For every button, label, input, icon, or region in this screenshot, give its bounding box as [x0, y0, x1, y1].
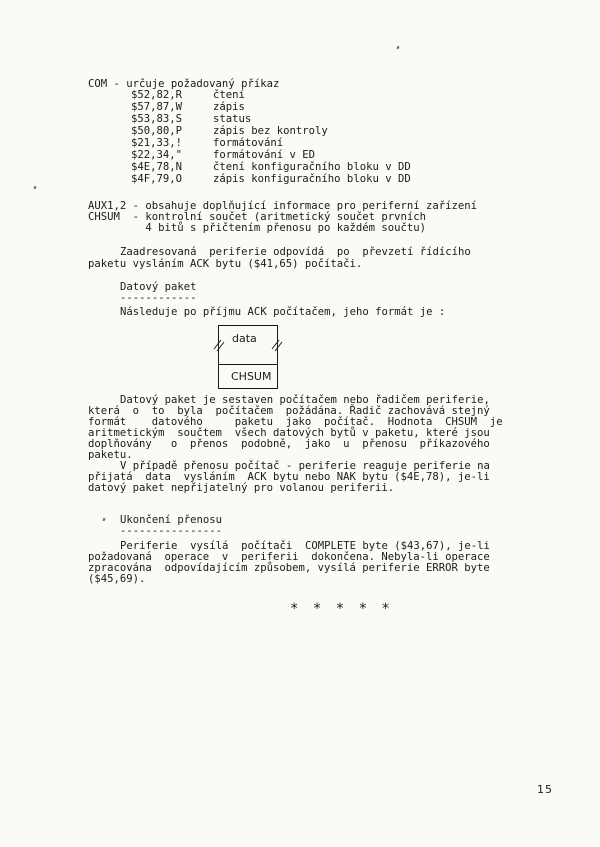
- paragraph-line: ($45,69).: [88, 573, 146, 585]
- command-desc: čtení konfiguračního bloku v DD: [213, 161, 411, 173]
- command-code: $57,87,W: [131, 101, 183, 113]
- aux-line: 4 bitů s přičtením přenosu po každém součtu): [88, 222, 427, 234]
- packet-format-diagram: [218, 325, 278, 389]
- command-code: $4E,78,N: [131, 161, 183, 173]
- command-code: $4F,79,O: [131, 173, 183, 185]
- command-code: $21,33,!: [131, 137, 183, 149]
- paragraph-line: Datový paket je sestaven počítačem nebo řadičem periferie,: [120, 394, 490, 406]
- com-header: COM - určuje požadovaný příkaz: [88, 78, 280, 90]
- heading-underline: ----------------: [120, 525, 223, 537]
- command-code: $50,80,P: [131, 125, 183, 137]
- paragraph-line: Zaadresovaná periferie odpovídá po převzetí řídícího: [120, 246, 471, 258]
- packet-intro: Následuje po příjmu ACK počítačem, jeho formát je :: [120, 306, 446, 318]
- paragraph-line: která o to byla počítačem požádána. Řadič zachovává stejný: [88, 405, 490, 417]
- command-code: $53,83,S: [131, 113, 183, 125]
- paragraph-line: požadovaná operace v periferii dokončena. Nebyla-li operace: [88, 551, 490, 563]
- section-heading: Datový paket: [120, 281, 197, 293]
- paragraph-line: paketu vysláním ACK bytu ($41,65) počítači.: [88, 258, 363, 270]
- paragraph-line: zpracována odpovídajícím způsobem, vysílá periferie ERROR byte: [88, 562, 490, 574]
- paragraph-line: aritmetickým součtem všech datových bytů v paketu, které jsou: [88, 427, 490, 439]
- command-desc: zápis konfiguračního bloku v DD: [213, 173, 411, 185]
- command-desc: formátování v ED: [213, 149, 316, 161]
- command-code: $52,82,R: [131, 89, 183, 101]
- paragraph-line: datový paket nepřijatelný pro volanou periferii.: [88, 482, 395, 494]
- scan-mark: [102, 518, 105, 522]
- break-marks: [212, 337, 284, 377]
- aux-line: CHSUM - kontrolní součet (aritmetický součet prvních: [88, 211, 427, 223]
- command-desc: čtení: [213, 89, 245, 101]
- page-number: 15: [537, 783, 553, 796]
- scan-mark: [33, 186, 36, 190]
- section-separator-stars: * * * * *: [290, 601, 393, 617]
- paragraph-line: Periferie vysílá počítači COMPLETE byte ($43,67), je-li: [120, 540, 490, 552]
- aux-line: AUX1,2 - obsahuje doplňující informace pro periferní zařízení: [88, 200, 478, 212]
- section-heading: Ukončení přenosu: [120, 514, 223, 526]
- paragraph-line: přijatá data vysláním ACK bytu nebo NAK bytu ($4E,78), je-li: [88, 471, 490, 483]
- paragraph-line: formát datového paketu jako počítač. Hodnota CHSUM je: [88, 416, 503, 428]
- data-field-label: data: [232, 332, 257, 345]
- command-desc: zápis bez kontroly: [213, 125, 328, 137]
- chsum-field-label: CHSUM: [231, 370, 272, 383]
- command-desc: status: [213, 113, 252, 125]
- scan-mark: [396, 46, 399, 50]
- command-code: $22,34,": [131, 149, 183, 161]
- paragraph-line: V případě přenosu počítač - periferie reaguje periferie na: [120, 460, 490, 472]
- heading-underline: ------------: [120, 292, 197, 304]
- paragraph-line: paketu.: [88, 449, 133, 461]
- command-desc: formátování: [213, 137, 284, 149]
- command-desc: zápis: [213, 101, 245, 113]
- paragraph-line: doplňovány o přenos podobně, jako u přenosu příkazového: [88, 438, 490, 450]
